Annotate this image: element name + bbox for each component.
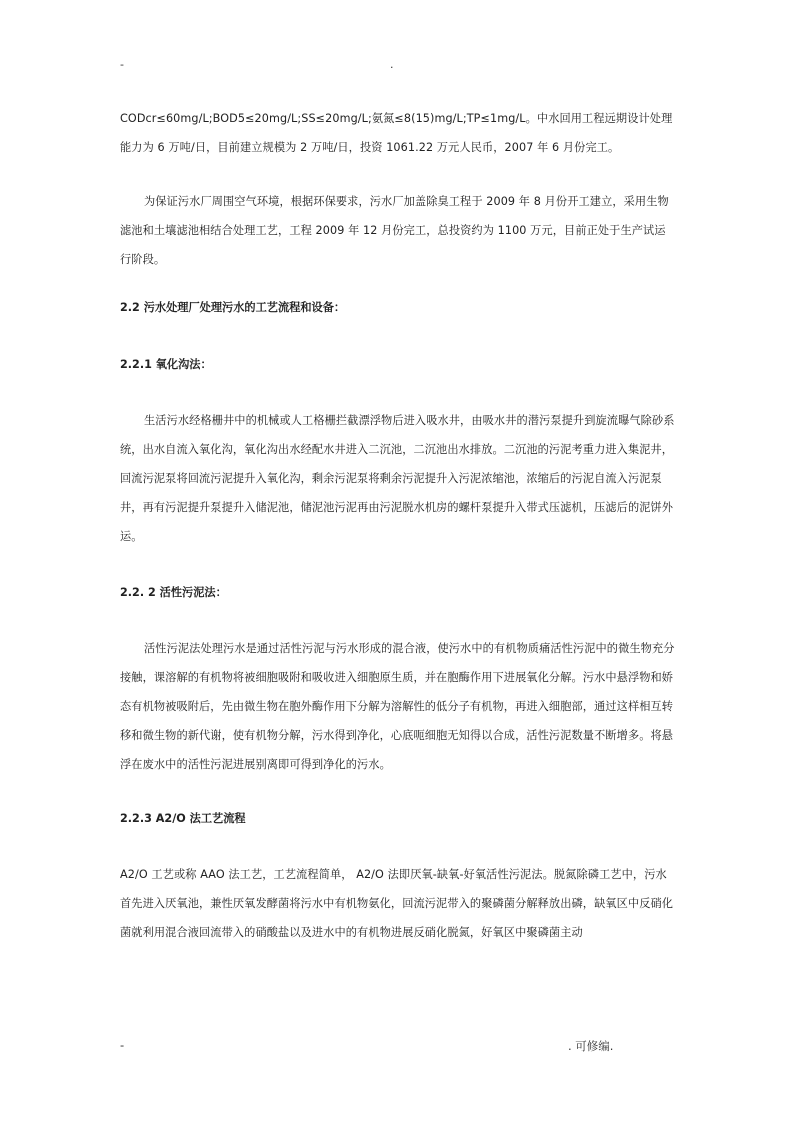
paragraph-oxidation-ditch: 生活污水经格栅井中的机械或人工格栅拦截漂浮物后进入吸水井，由吸水井的潜污泵提升到旋流曝气除砂系统，出水自流入氧化沟，氧化沟出水经配水井进入二沉池，二沉池出水排放。二沉池的污泥考重力进入集泥井，回流污泥泵将回流污泥提升入氧化沟，剩余污泥泵将剩余污泥提升入污泥浓缩池，浓缩后的污泥自流入污泥泵井，再有污泥提升泵提升入储泥池，储泥池污泥再由污泥脱水机房的螺杆泵提升入带式压滤机，压滤后的泥饼外运。 xyxy=(120,414,675,543)
section-heading-2-2-1: 2.2.1 氧化沟法： xyxy=(120,358,212,371)
paragraph-a2o-process: A2/O 工艺或称 AAO 法工艺，工艺流程简单， A2/O 法即厌氧-缺氧-好氧活性污泥法。脱氮除磷工艺中，污水首先进入厌氧池，兼性厌氧发酵菌将污水中有机物氨化，回流污泥带入的聚磷菌分解释放出磷，缺氧区中反硝化菌就利用混合液回流带入的硝酸盐以及进水中的有机物进展反硝化脱氮，好氧区中聚磷菌主动 xyxy=(120,868,674,939)
footer-editable-note: . 可修编. xyxy=(568,1039,614,1053)
paragraph-activated-sludge: 活性污泥法处理污水是通过活性污泥与污水形成的混合液，使污水中的有机物质痛活性污泥中的微生物充分接触，课溶解的有机物将被细胞吸附和吸收进入细胞原生质，并在胞酶作用下进展氧化分解。污水中悬浮物和娇态有机物被吸附后，先由微生物在胞外酶作用下分解为溶解性的低分子有机物，再进入细胞部，通过这样相互转移和微生物的新代谢，使有机物分解，污水得到净化，心底呃细胞无知得以合成，活性污泥数量不断增多。将悬浮在废水中的活性污泥进展别离即可得到净化的污水。 xyxy=(120,642,675,771)
section-heading-2-2-3: 2.2.3 A2/O 法工艺流程 xyxy=(120,812,246,825)
page-footer xyxy=(120,1038,676,1058)
header-left-mark: - xyxy=(120,58,124,71)
section-heading-2-2-2: 2.2. 2 活性污泥法： xyxy=(120,586,227,599)
footer-left-mark: - xyxy=(120,1038,125,1052)
page-header xyxy=(120,58,675,76)
section-heading-2-2: 2.2 污水处理厂处理污水的工艺流程和设备： xyxy=(120,301,346,314)
page-body xyxy=(120,104,676,947)
paragraph-effluent-standards: CODcr≤60mg/L;BOD5≤20mg/L;SS≤20mg/L;氨氮≤8(15)mg/L;TP≤1mg/L。中水回用工程远期设计处理能力为 6 万吨/日，目前建立规模为 2 万吨/日，投资 1061.22 万元人民币，2007 年 6 月份完工。 xyxy=(120,112,673,154)
header-right-mark: . xyxy=(390,58,394,71)
paragraph-deodorization: 为保证污水厂周围空气环境，根据环保要求，污水厂加盖除臭工程于 2009 年 8 月份开工建立，采用生物滤池和土壤滤池相结合处理工艺，工程 2009 年 12 月份完工，总投资约为 1100 万元，目前正处于生产试运行阶段。 xyxy=(120,195,669,266)
